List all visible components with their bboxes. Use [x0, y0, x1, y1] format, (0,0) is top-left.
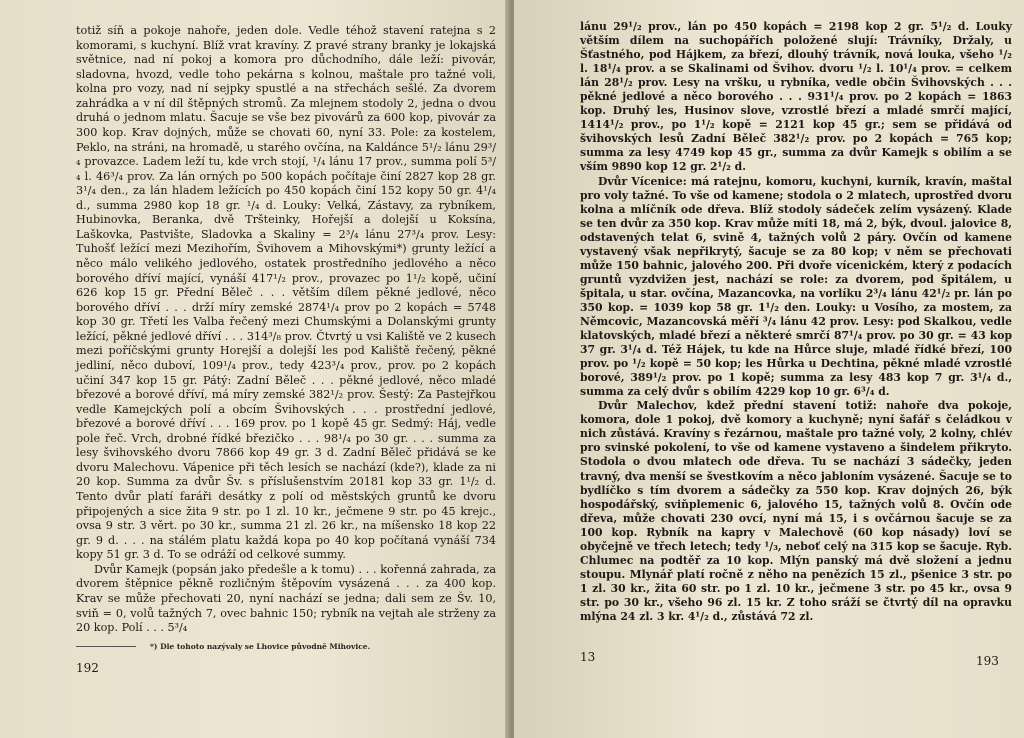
- signature-mark: 13: [580, 650, 596, 664]
- right-paragraph-1: lánu 29¹/₂ prov., lán po 450 kopách = 2198 kop 2 gr. 5¹/₂ d. Louky větším dílem na suchopářích položené slují: Trávníky, Držaly, u Šťastného, pod Hájkem, za březí, dlouhý trávník, nová louka, všeho ¹/₂ l. 18¹/₄ prov. a se Skalinami od Švihov. dvoru ¹/₂ l. 10¹/₄ prov. = celkem lán 28¹/₂ prov. Lesy na vršku, u rybníka, vedle občin Švihovských . . . pěkné jedlové a něco borového . . . 931¹/₄ prov. po 2 kopách = 1863 kop. Druhý les, Husinov slove, vzrostlé březí a mladé smrčí mající, 1414¹/₂ prov., po 1¹/₂ kopě = 2121 kop 45 gr.; sem se přidává od švihovských lesů Zadní Běleč 382¹/₂ prov. po 2 kopách = 765 kop; summa za lesy 4749 kop 45 gr., summa za dvůr Kamejk s obilím a se vším 9890 kop 12 gr. 2¹/₂ d.: [580, 20, 1012, 174]
- right-paragraph-2: Dvůr Vícenice: má ratejnu, komoru, kuchyni, kurník, kravín, maštal pro voly tažné. To vše od kamene; stodola o 2 mlatech, uprostřed dvoru kolna a mlíčník ode dřeva. Blíž stodoly sádeček zelím vysázený. Klade se ten dvůr za 350 kop. Krav může míti 18, má 2, býk, dvoul. jalovice 8, odstavených telat 6, svině 4, tažných volů 2 páry. Ovčín od kamene vystavený však nepřikrytý, šacuje se za 80 kop; v něm se přechovati může 150 bahnic, jalového 200. Při dvoře vícenickém, který z podacích gruntů vyzdvižen jest, nachází se role: za dvorem, pod špitálem, u špitala, u star. ovčína, Mazancovka, na vorlíku 2³/₄ lánu 42¹/₂ pr. lán po 350 kop. = 1039 kop 58 gr. 1¹/₂ den. Louky: u Vosího, za mostem, za Němcovic, Mazancovská měří ³/₄ lánu 42 prov. Lesy: pod Skalkou, vedle klatovských, mladé březí a některé smrčí 87¹/₄ prov. po 30 gr. = 43 kop 37 gr. 3¹/₄ d. Též Hájek, tu kde na Hůrce sluje, mladé řídké březí, 100 prov. po ¹/₂ kopě = 50 kop; les Hůrka u Dechtina, pěkné mladé vzrostlé borové, 389¹/₂ prov. po 1 kopě; summa za lesy 483 kop 7 gr. 3¹/₄ d., summa za celý dvůr s obilím 4229 kop 10 gr. 6³/₄ d.: [580, 174, 1012, 399]
- right-paragraph-3: Dvůr Malechov, kdež přední stavení totiž: nahoře dva pokoje, komora, dole 1 pokoj, dvě komory a kuchyně; nyní šafář s čeládkou v nich zůstává. Kravíny s řezárnou, maštale pro tažné voly, 2 kolny, chlév pro svinské pokolení, to vše od kamene vystaveno a šindelem přikryto. Stodola o dvou mlatech ode dřeva. Tu se nachází 3 sádečky, jeden travný, dva menší se švestkovím a něco jabloním vysázené. Šacuje se to bydlíčko s tím dvorem a sádečky za 550 kop. Krav dojných 26, býk hospodářský, sviňplemenic 6, jalového 15, tažných volů 8. Ovčín ode dřeva, může chovati 230 ovcí, nyní má 15, i s ovčárnou šacuje se za 100 kop. Rybník na kapry v Malechově (60 kop násady) loví se obyčejně ve třech letech; tedy ¹/₃, neboť celý na 315 kop se šacuje. Ryb. Chlumec na podtěř za 10 kop. Mlýn panský má dvě složení a jednu stoupu. Mlynář platí ročně z něho na penězích 15 zl., pšenice 3 str. po 1 zl. 30 kr., žita 60 str. po 1 zl. 10 kr., ječmene 3 str. po 45 kr., ovsa 9 str. po 30 kr., všeho 96 zl. 15 kr. Z toho sráží se čtvrtý díl na opravku mlýna 24 zl. 3 kr. 4¹/₂ d., zůstává 72 zl.: [580, 399, 1012, 623]
- right-page-number: 193: [976, 654, 999, 668]
- left-page-number: 192: [76, 661, 99, 675]
- footnote-rule: [76, 646, 136, 647]
- footnote: *) Dle tohoto nazývaly se Lhovice původně Mihovice.: [150, 642, 371, 651]
- left-page: [0, 0, 510, 738]
- left-paragraph-1: totiž síň a pokoje nahoře, jeden dole. Vedle téhož stavení ratejna s 2 komorami, s kuchyní. Blíž vrat kravíny. Z pravé strany branky je lokajská světnice, nad ní pokoj a komora pro důchodního, dále leží: pivovár, sladovna, hvozd, vedle toho pekárna s kolnou, maštale pro tažné voli, kolna pro vozy, nad ní sejpky spustlé a na střechách sešlé. Za dvorem zahrádka a v ní díl štěpných stromů. Za mlejnem stodoly 2, jedna o dvou druhá o jednom mlatu. Šacuje se vše bez pivovárů za 600 kop, pivovár za 300 kop. Krav dojných, může se chovati 60, nyní 33. Pole: za kostelem, Peklo, na stráni, na hromadě, u starého ovčína, na Kaldánce 5¹/₂ lánu 29³/₄ provazce. Ladem leží tu, kde vrch stojí, ¹/₄ lánu 17 prov., summa polí 5³/₄ l. 46³/₄ prov. Za lán orných po 500 kopách počítaje činí 2827 kop 28 gr. 3¹/₄ den., za lán hladem ležících po 450 kopách činí 152 kopy 50 gr. 4¹/₄ d., summa 2980 kop 18 gr. ¹/₄ d. Louky: Velká, Zástavy, za rybníkem, Hubinovka, Beranka, dvě Tršteinky, Hořejší a dolejší u Koksína, Laškovka, Pastvište, Sladovka a Skaliny = 2³/₄ lánu 27³/₄ prov. Lesy: Tuhošť ležící mezi Mezihořím, Švihovem a Mihovskými*) grunty ležící a něco málo velikého jedlového, ostatek prostředního jedlového a něco borového dříví mající, vynáší 417¹/₂ prov., provazec po 1¹/₂ kopě, učiní 626 kop 15 gr. Přední Běleč . . . větším dílem pěkné jedlové, něco borového dříví . . . drží míry zemské 2874¹/₄ prov po 2 kopách = 5748 kop 30 gr. Třetí les Valba řečený mezi Chumskými a Dolanskými grunty ležící, pěkné jedlové dříví . . . 314³/₈ prov. Čtvrtý u vsi Kaliště ve 2 kusech mezi poříčskými grunty Horejší a dolejší les pod Kaliště řečený, pěkné jedliní, něco duboví, 109¹/₄ prov., tedy 423³/₄ prov., prov. po 2 kopách učiní 347 kop 15 gr. Pátý: Zadní Běleč . . . pěkné jedlové, něco mladé březové a borové dříví, má míry zemské 382¹/₂ prov. Šestý: Za Pastejřkou vedle Kamejckých polí a obcím Švihovských . . . prostřední jedlové, březové a borové dříví . . . 169 prov. po 1 kopě 45 gr. Sedmý: Háj, vedle pole řeč. Vrch, drobné řídké březičko . . . 98¹/₄ po 30 gr. . . . summa za lesy švihovského dvoru 7866 kop 49 gr. 3 d. Zadní Běleč přidává se ke dvoru Malechovu. Vápenice při těch lesích se nachází (kde?), klade za ni 20 kop. Summa za dvůr Šv. s příslušenstvím 20181 kop 33 gr. 1¹/₂ d. Tento dvůr platí faráři desátky z polí od městských gruntů ke dvoru připojených a sice žita 9 str. po 1 zl. 10 kr., ječmene 9 str. po 45 krejc., ovsa 9 str. 3 věrt. po 30 kr., summa 21 zl. 26 kr., na míšensko 18 kop 22 gr. 9 d. . . . na stálém platu každá kopa po 40 kop počítaná vynáší 734 kopy 51 gr. 3 d. To se odráží od celkové summy.: [76, 24, 496, 562]
- right-page: [514, 0, 1024, 738]
- left-paragraph-2: Dvůr Kamejk (popsán jako předešle a k tomu) . . . kořenná zahrada, za dvorem štěpnice pěkně rozličným štěpovím vysázená . . . za 400 kop. Krav se může přechovati 20, nyní nachází se jedna; dali sem ze Šv. 10, sviň = 0, volů tažných 7, ovec bahnic 150; rybník na vejtah ale strženy za 20 kop. Polí . . . 5³/₄: [76, 562, 496, 635]
- left-text-column: [76, 24, 496, 636]
- right-text-column: [580, 20, 1012, 624]
